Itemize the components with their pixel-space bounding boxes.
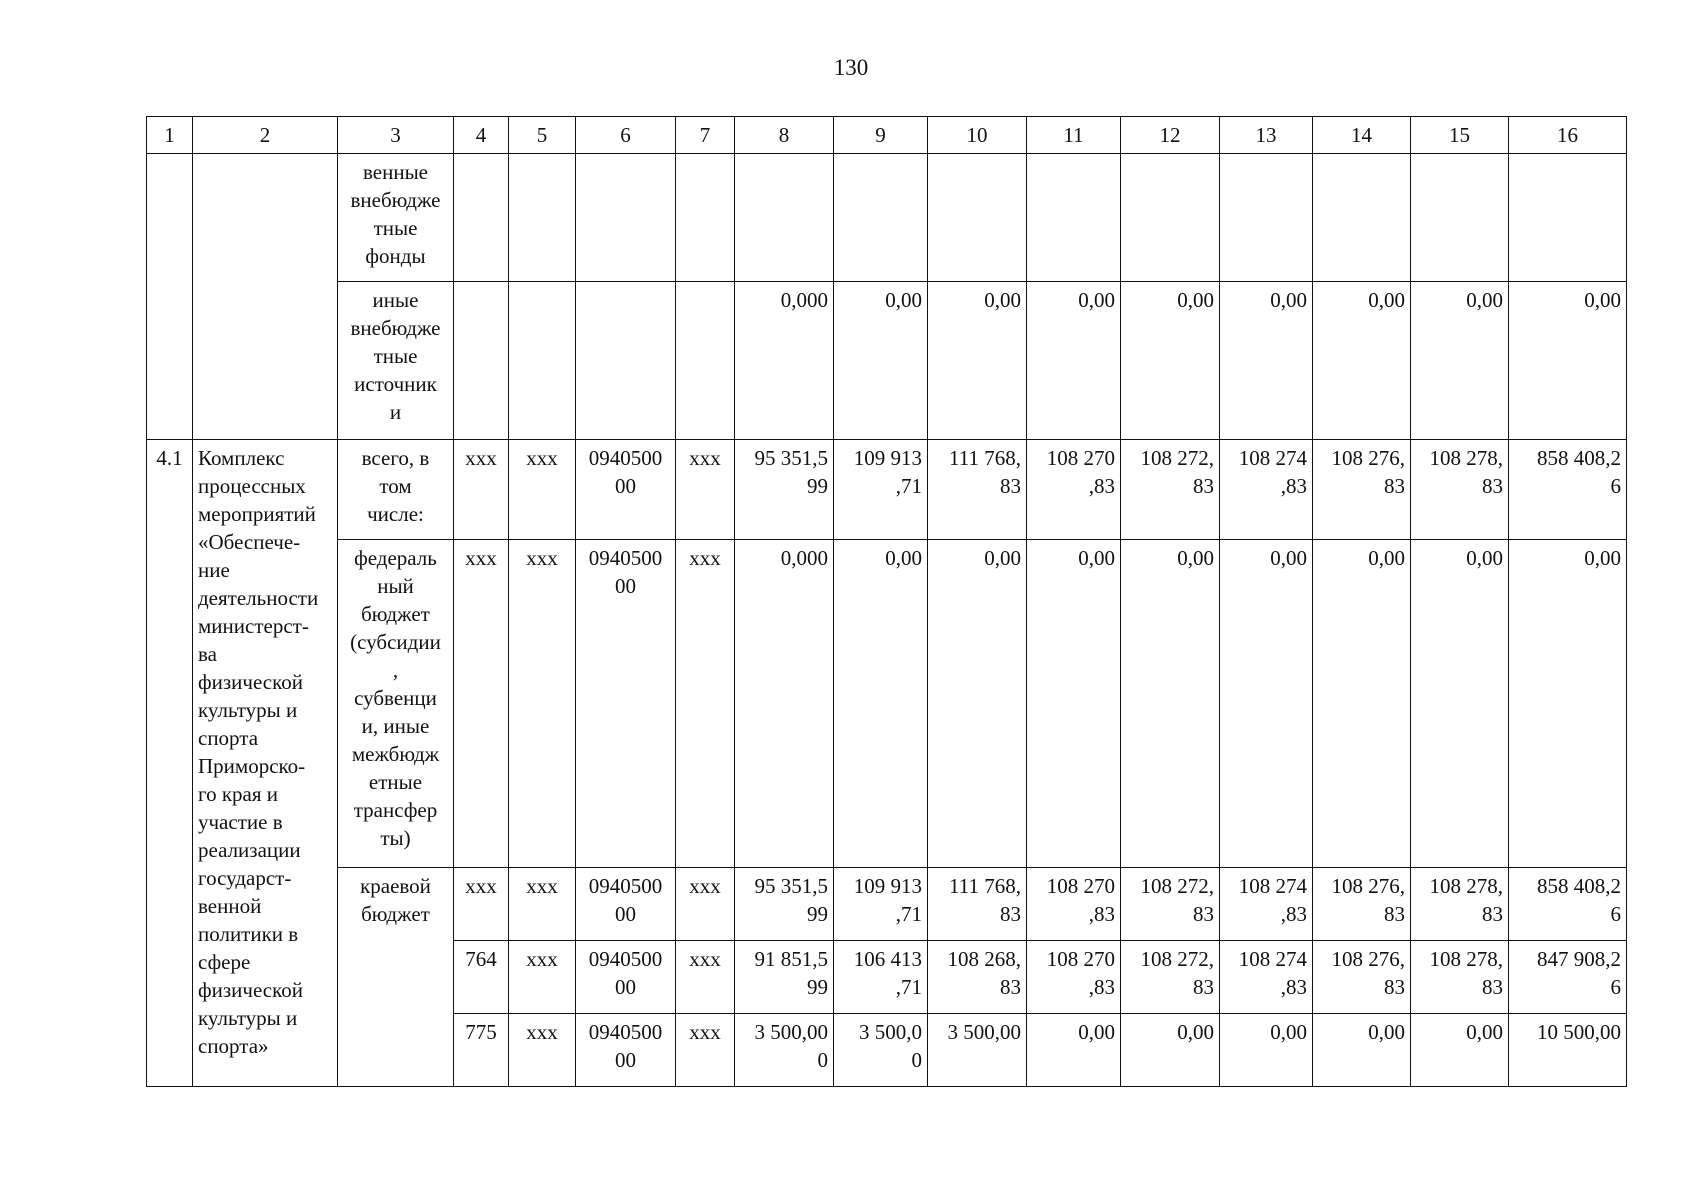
source-cell: федераль ный бюджет (субсидии , субвенци и, иные межбюдж етные трансфер ты) [338,540,454,868]
value-cell: 3 500,00 0 [735,1014,834,1087]
value-cell: 108 274 ,83 [1220,941,1313,1014]
value-cell: 0,00 [1509,540,1627,868]
value-cell: 106 413 ,71 [834,941,928,1014]
code-cell: 764 [454,941,509,1014]
value-cell: 10 500,00 [1509,1014,1627,1087]
header-cell: 4 [454,117,509,154]
code-cell: ххх [676,1014,735,1087]
table-row-offbudget-funds [147,154,1627,282]
value-cell: 0,00 [1509,282,1627,440]
code-cell: ххх [676,540,735,868]
code-cell: 775 [454,1014,509,1087]
value-cell: 108 270 ,83 [1027,941,1121,1014]
value-cell: 3 500,0 0 [834,1014,928,1087]
value-cell: 108 268, 83 [928,941,1027,1014]
value-cell: 108 272, 83 [1121,868,1220,941]
value-cell: 0,000 [735,282,834,440]
header-cell: 2 [193,117,338,154]
code-cell: 0940500 00 [576,1014,676,1087]
header-cell: 11 [1027,117,1121,154]
header-cell: 16 [1509,117,1627,154]
value-cell: 109 913 ,71 [834,440,928,540]
value-cell: 0,00 [1027,282,1121,440]
value-cell: 91 851,5 99 [735,941,834,1014]
code-cell: ххх [676,868,735,941]
value-cell: 108 278, 83 [1411,941,1509,1014]
code-cell: ххх [676,440,735,540]
value-cell: 108 276, 83 [1313,868,1411,941]
header-cell: 14 [1313,117,1411,154]
header-cell: 3 [338,117,454,154]
value-cell: 847 908,2 6 [1509,941,1627,1014]
empty-name-cell [193,154,338,440]
code-cell: ххх [676,941,735,1014]
header-cell: 12 [1121,117,1220,154]
value-cell: 0,00 [1220,1014,1313,1087]
page-number: 130 [833,55,869,80]
value-cell: 108 270 ,83 [1027,440,1121,540]
code-cell: 0940500 00 [576,868,676,941]
value-cell: 111 768, 83 [928,440,1027,540]
code-cell: 0940500 00 [576,941,676,1014]
header-cell: 1 [147,117,193,154]
value-cell: 108 274 ,83 [1220,868,1313,941]
value-cell: 95 351,5 99 [735,440,834,540]
value-cell: 108 270 ,83 [1027,868,1121,941]
value-cell: 0,00 [1121,1014,1220,1087]
value-cell: 108 278, 83 [1411,440,1509,540]
value-cell: 109 913 ,71 [834,868,928,941]
code-cell: ххх [509,868,576,941]
value-cell: 0,00 [1411,540,1509,868]
value-cell: 0,000 [735,540,834,868]
source-cell: венные внебюдже тные фонды [338,154,454,282]
value-cell: 108 276, 83 [1313,440,1411,540]
code-cell: ххх [509,540,576,868]
table-row-total [147,440,1627,540]
value-cell: 0,00 [1411,1014,1509,1087]
header-cell: 5 [509,117,576,154]
value-cell: 0,00 [1121,282,1220,440]
item-name: Комплекс процессных мероприятий «Обеспече- ние деятельности министерст- ва физической культуры и спорта Приморско- го края и участие в реализации государст- венной политики в сфере физической культуры и спорта» [193,440,338,1087]
value-cell: 108 276, 83 [1313,941,1411,1014]
code-cell: ххх [509,941,576,1014]
value-cell: 0,00 [1411,282,1509,440]
table-row-federal [147,540,1627,868]
value-cell: 0,00 [1313,540,1411,868]
code-cell: ххх [454,868,509,941]
value-cell: 108 278, 83 [1411,868,1509,941]
value-cell: 0,00 [1027,1014,1121,1087]
header-cell: 15 [1411,117,1509,154]
budget-table [146,116,1627,1087]
source-cell: иные внебюдже тные источник и [338,282,454,440]
header-cell: 7 [676,117,735,154]
header-row [147,117,1627,154]
source-cell: всего, в том числе: [338,440,454,540]
source-cell: краевой бюджет [338,868,454,1087]
value-cell: 3 500,00 [928,1014,1027,1087]
value-cell: 0,00 [1121,540,1220,868]
value-cell: 0,00 [1313,282,1411,440]
header-cell: 6 [576,117,676,154]
value-cell: 0,00 [1313,1014,1411,1087]
code-cell: 0940500 00 [576,540,676,868]
table-row-other-sources [147,282,1627,440]
value-cell: 108 272, 83 [1121,440,1220,540]
value-cell: 858 408,2 6 [1509,440,1627,540]
table-row-regional [147,868,1627,941]
value-cell: 108 272, 83 [1121,941,1220,1014]
code-cell: 0940500 00 [576,440,676,540]
value-cell: 0,00 [928,282,1027,440]
code-cell: ххх [509,1014,576,1087]
header-cell: 10 [928,117,1027,154]
header-cell: 13 [1220,117,1313,154]
code-cell: ххх [454,440,509,540]
header-cell: 8 [735,117,834,154]
value-cell: 95 351,5 99 [735,868,834,941]
value-cell: 111 768, 83 [928,868,1027,941]
code-cell: ххх [509,440,576,540]
value-cell: 0,00 [1220,540,1313,868]
value-cell: 0,00 [1027,540,1121,868]
value-cell: 108 274 ,83 [1220,440,1313,540]
header-cell: 9 [834,117,928,154]
value-cell: 0,00 [1220,282,1313,440]
empty-number-cell [147,154,193,440]
value-cell: 0,00 [834,282,928,440]
value-cell: 858 408,2 6 [1509,868,1627,941]
value-cell: 0,00 [834,540,928,868]
code-cell: ххх [454,540,509,868]
value-cell: 0,00 [928,540,1027,868]
item-number: 4.1 [147,440,193,1087]
